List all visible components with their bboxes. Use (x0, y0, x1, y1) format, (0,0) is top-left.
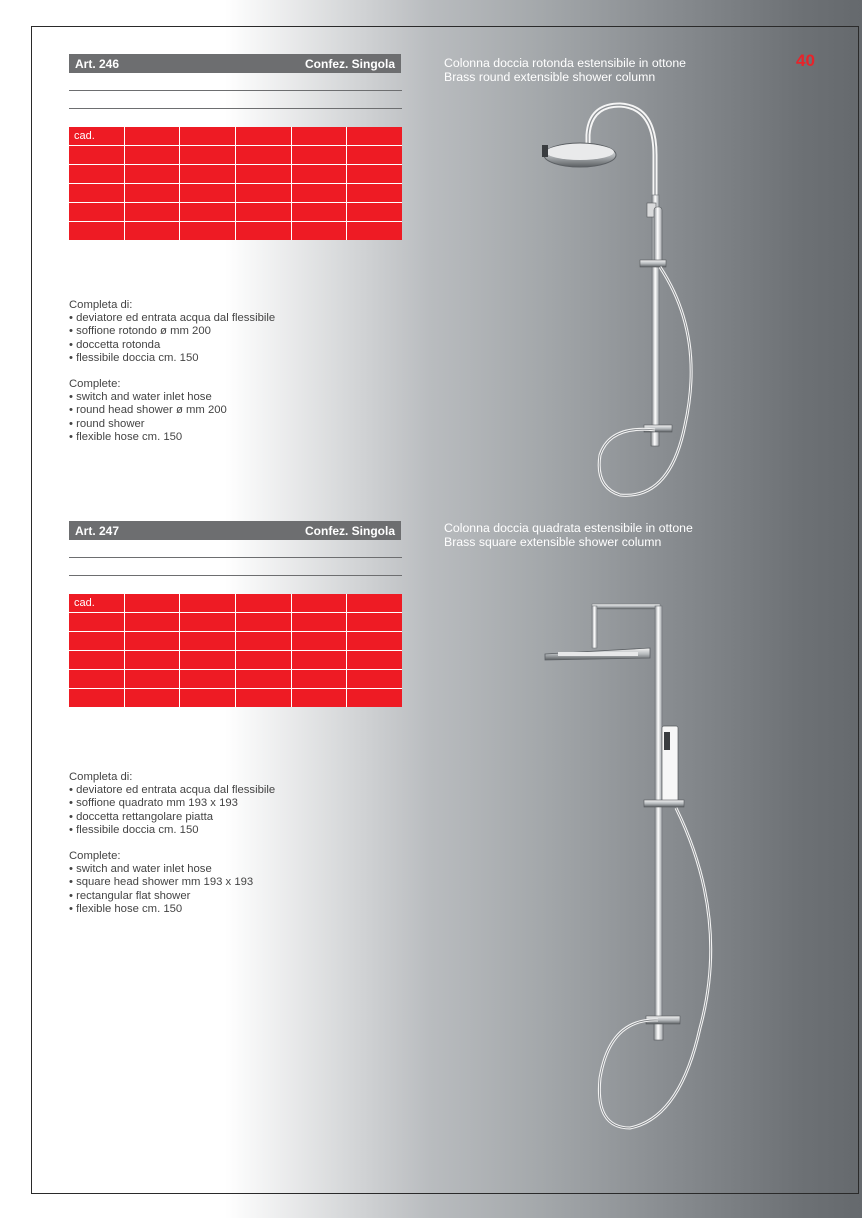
price-cell (236, 127, 291, 145)
description-item: • round shower (69, 417, 145, 430)
price-table-246 (69, 127, 402, 240)
price-cell (236, 613, 291, 631)
description-item: • rectangular flat shower (69, 889, 191, 902)
title-italian: Colonna doccia quadrata estensibile in ottone (444, 521, 693, 535)
description-heading: Complete: (69, 378, 121, 391)
article-header-247 (69, 521, 401, 540)
price-cell (180, 689, 235, 707)
price-cell (180, 670, 235, 688)
divider (69, 557, 402, 558)
price-cell (125, 127, 180, 145)
price-cell (236, 670, 291, 688)
price-cell (180, 127, 235, 145)
divider (69, 575, 402, 576)
description-heading: Completa di: (69, 299, 133, 311)
price-cell (69, 670, 124, 688)
price-cell (180, 222, 235, 240)
price-cell (236, 689, 291, 707)
description-italian (69, 771, 369, 837)
description-item: • flessibile doccia cm. 150 (69, 351, 199, 364)
price-cell (236, 222, 291, 240)
price-cell (125, 165, 180, 183)
price-cell (69, 184, 124, 202)
price-cell (347, 222, 402, 240)
price-cell (125, 222, 180, 240)
price-cell (292, 613, 347, 631)
price-cell (125, 146, 180, 164)
price-cell (69, 613, 124, 631)
description-item: • soffione quadrato mm 193 x 193 (69, 797, 238, 810)
price-cell (180, 594, 235, 612)
price-cell (347, 613, 402, 631)
title-english: Brass square extensible shower column (444, 534, 662, 549)
price-cell (347, 127, 402, 145)
price-cell (292, 651, 347, 669)
price-cell (125, 632, 180, 650)
price-cell (236, 165, 291, 183)
price-cell (69, 146, 124, 164)
description-english (69, 850, 369, 916)
price-cell (292, 594, 347, 612)
description-item: • doccetta rettangolare piatta (69, 810, 214, 823)
divider (69, 108, 402, 109)
price-cell (125, 670, 180, 688)
price-cell (180, 613, 235, 631)
price-cell (347, 594, 402, 612)
price-cell (236, 146, 291, 164)
description-italian (69, 299, 369, 365)
product-title-247 (444, 522, 693, 549)
price-cell (125, 594, 180, 612)
description-item: • switch and water inlet hose (69, 391, 212, 404)
price-cell (180, 203, 235, 221)
packaging-label: Confez. Singola (305, 523, 395, 538)
price-cell (236, 594, 291, 612)
price-cell (69, 632, 124, 650)
price-cell (347, 165, 402, 183)
price-cell (180, 165, 235, 183)
price-cell (347, 184, 402, 202)
price-cell (347, 632, 402, 650)
price-cell (125, 613, 180, 631)
price-cell (292, 165, 347, 183)
price-cell (69, 165, 124, 183)
price-cell (292, 146, 347, 164)
price-cell (292, 127, 347, 145)
article-number: Art. 247 (75, 523, 120, 538)
price-cell (347, 670, 402, 688)
price-cell (292, 632, 347, 650)
price-cell (125, 203, 180, 221)
price-cell (236, 651, 291, 669)
price-cell: cad. (69, 594, 124, 612)
price-cell (347, 651, 402, 669)
price-cell (236, 632, 291, 650)
product-description-247 (69, 771, 369, 929)
price-cell (69, 651, 124, 669)
price-cell (125, 184, 180, 202)
price-cell (292, 222, 347, 240)
divider (69, 90, 402, 91)
price-cell (180, 146, 235, 164)
price-cell (292, 670, 347, 688)
packaging-label: Confez. Singola (305, 56, 395, 71)
price-cell (292, 689, 347, 707)
price-cell (347, 146, 402, 164)
article-header-246 (69, 54, 401, 73)
price-cell (180, 184, 235, 202)
price-cell (347, 689, 402, 707)
price-cell (180, 632, 235, 650)
page-number: 40 (796, 51, 815, 70)
price-table-247 (69, 594, 402, 707)
price-cell (292, 184, 347, 202)
description-english (69, 378, 369, 444)
description-item: • deviatore ed entrata acqua dal flessibile (69, 784, 276, 797)
title-english: Brass round extensible shower column (444, 69, 656, 84)
price-cell (180, 651, 235, 669)
article-number: Art. 246 (75, 56, 120, 71)
square-shower-column-image (540, 598, 730, 1138)
price-cell (236, 203, 291, 221)
title-italian: Colonna doccia rotonda estensibile in ottone (444, 56, 687, 70)
price-cell (347, 203, 402, 221)
description-item: • doccetta rotonda (69, 338, 161, 351)
price-cell (125, 651, 180, 669)
price-cell: cad. (69, 127, 124, 145)
description-item: • deviatore ed entrata acqua dal flessibile (69, 312, 276, 325)
round-shower-column-image (520, 95, 720, 510)
description-item: • flexible hose cm. 150 (69, 430, 183, 443)
description-item: • square head shower mm 193 x 193 (69, 876, 254, 889)
description-heading: Completa di: (69, 771, 133, 783)
description-item: • flexible hose cm. 150 (69, 902, 183, 915)
description-item: • switch and water inlet hose (69, 863, 212, 876)
price-cell (236, 184, 291, 202)
description-heading: Complete: (69, 850, 121, 863)
product-title-246 (444, 57, 686, 84)
price-cell (69, 222, 124, 240)
description-item: • flessibile doccia cm. 150 (69, 823, 199, 836)
description-item: • soffione rotondo ø mm 200 (69, 325, 211, 338)
price-cell (69, 689, 124, 707)
description-item: • round head shower ø mm 200 (69, 404, 227, 417)
price-cell (292, 203, 347, 221)
price-cell (125, 689, 180, 707)
price-cell (69, 203, 124, 221)
product-description-246 (69, 299, 369, 457)
